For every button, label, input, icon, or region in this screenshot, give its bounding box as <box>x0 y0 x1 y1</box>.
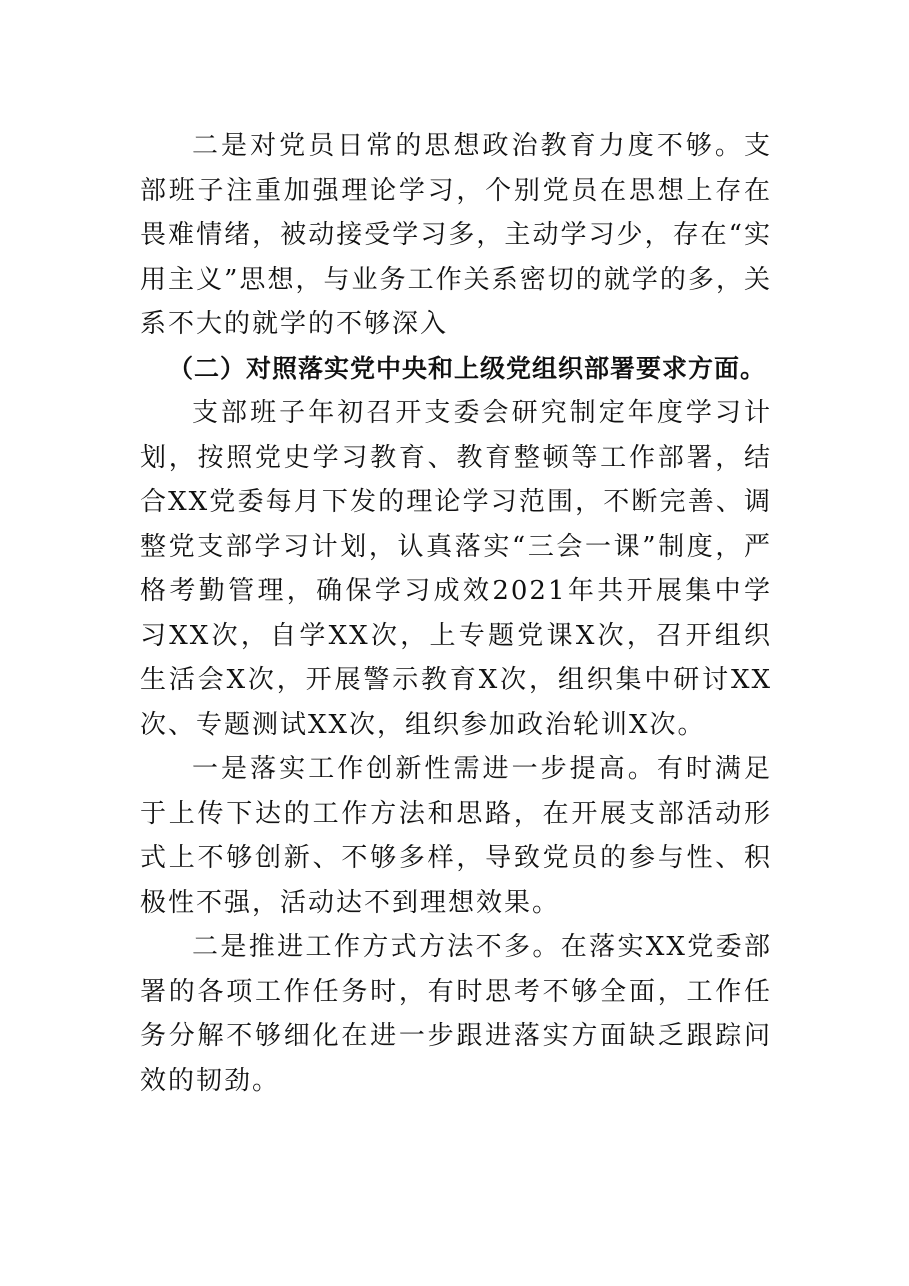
paragraph-innovation: 一是落实工作创新性需进一步提高。有时满足于上传下达的工作方法和思路，在开展支部活动形式上不够创新、不够多样，导致党员的参与性、积极性不强，活动达不到理想效果。 <box>140 754 772 918</box>
section-heading-2: （二）对照落实党中央和上级党组织部署要求方面。 <box>168 353 767 383</box>
paragraph-ideological-education: 二是对党员日常的思想政治教育力度不够。支部班子注重加强理论学习，个别党员在思想上存在畏难情绪，被动接受学习多，主动学习少，存在“实用主义”思想，与业务工作关系密切的就学的多，关系不大的就学的不够深入 <box>140 131 772 339</box>
document-body <box>140 124 772 1103</box>
paragraph-study-plan: 支部班子年初召开支委会研究制定年度学习计划，按照党史学习教育、教育整顿等工作部署，结合XX党委每月下发的理论学习范围，不断完善、调整党支部学习计划，认真落实“三会一课”制度，严格考勤管理，确保学习成效2021年共开展集中学习XX次，自学XX次，上专题党课X次，召开组织生活会X次，开展警示教育X次，组织集中研讨XX次、专题测试XX次，组织参加政治轮训X次。 <box>140 398 772 740</box>
paragraph-work-methods: 二是推进工作方式方法不多。在落实XX党委部署的各项工作任务时，有时思考不够全面，工作任务分解不够细化在进一步跟进落实方面缺乏跟踪问效的韧劲。 <box>140 932 772 1096</box>
